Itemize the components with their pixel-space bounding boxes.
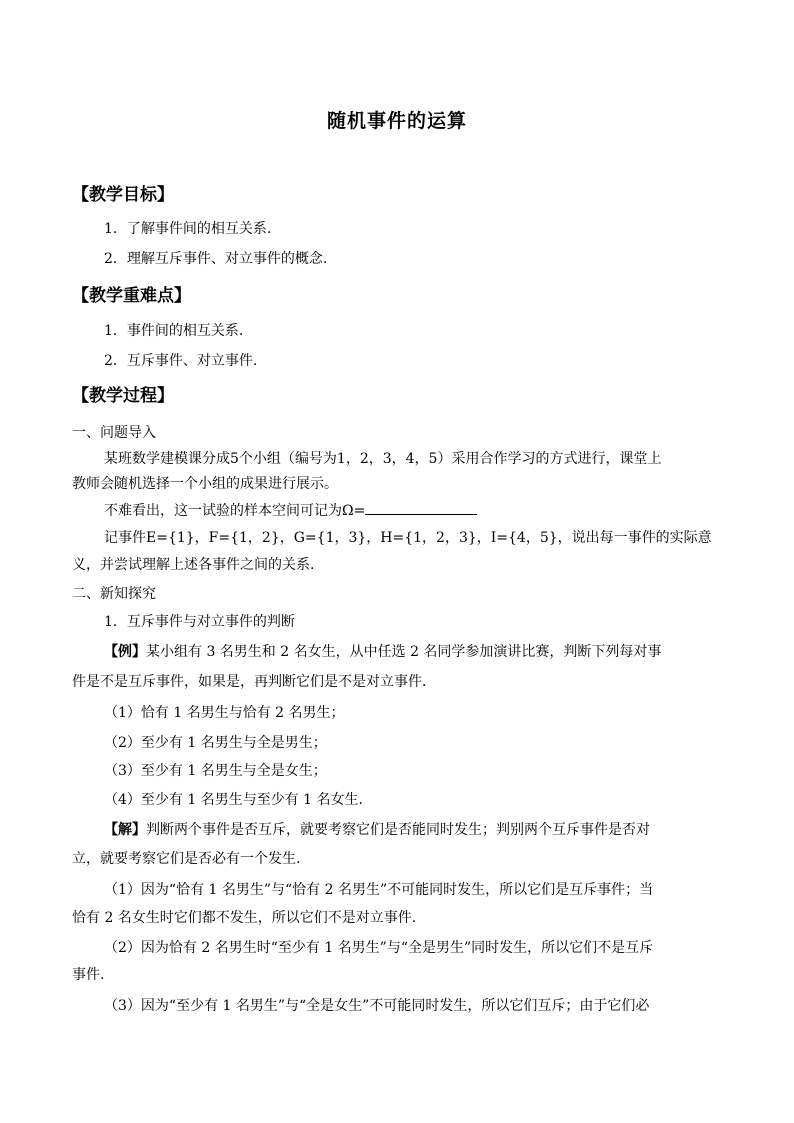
list-item: （4）至少有 1 名男生与至少有 1 名女生.	[104, 792, 363, 808]
paragraph-line: 教师会随机选择一个小组的成果进行展示。	[72, 476, 338, 492]
example-line	[104, 643, 661, 661]
paragraph-line: 记事件E={1}，F={1，2}，G={1，3}，H={1，2，3}，I={4，5}，说出每一事件的实际意	[104, 530, 712, 546]
keypoint-item: 2．互斥事件、对立事件.	[104, 353, 258, 369]
answer-line: （1）因为“恰有 1 名男生”与“恰有 2 名男生”不可能同时发生，所以它们是互斥事件；当	[104, 882, 654, 898]
fill-in-blank	[365, 501, 477, 515]
goal-item: 1．了解事件间的相互关系.	[104, 221, 272, 237]
example-text: 某小组有 3 名男生和 2 名女生，从中任选 2 名同学参加演讲比赛，判断下列每对事	[146, 644, 662, 660]
part-title: 一、问题导入	[72, 425, 156, 441]
section-heading-process: 【教学过程】	[72, 386, 174, 406]
section-heading-goals: 【教学目标】	[72, 185, 174, 205]
solution-tag: 【解】	[104, 822, 146, 838]
answer-line: 事件.	[72, 967, 105, 983]
example-tag: 【例】	[104, 644, 146, 660]
section-heading-keypoints: 【教学重难点】	[72, 286, 191, 306]
paragraph-line	[104, 501, 477, 520]
list-item: （2）至少有 1 名男生与全是男生；	[104, 735, 327, 751]
answer-line: （2）因为恰有 2 名男生时“至少有 1 名男生”与“全是男生”同时发生，所以它们不是互斥	[104, 940, 654, 956]
paragraph-line: 某班数学建模课分成5个小组（编号为1，2，3，4，5）采用合作学习的方式进行，课堂上	[104, 451, 662, 467]
page-title: 随机事件的运算	[326, 110, 467, 132]
paragraph-line: 义，并尝试理解上述各事件之间的关系.	[72, 557, 315, 573]
sample-space-text: 不难看出，这一试验的样本空间可记为Ω=	[104, 503, 366, 519]
solution-text: 判断两个事件是否互斥，就要考察它们是否能同时发生；判别两个互斥事件是否对	[146, 822, 650, 838]
answer-line: （3）因为“至少有 1 名男生”与“全是女生”不可能同时发生，所以它们互斥；由于它们必	[104, 998, 650, 1014]
answer-line: 恰有 2 名女生时它们都不发生，所以它们不是对立事件.	[72, 910, 417, 926]
solution-line: 立，就要考察它们是否必有一个发生.	[72, 851, 301, 867]
keypoint-item: 1．事件间的相互关系.	[104, 323, 244, 339]
part-title: 二、新知探究	[72, 586, 156, 602]
solution-line	[104, 821, 650, 839]
list-item: （3）至少有 1 名男生与全是女生；	[104, 763, 327, 779]
subsection-title: 1．互斥事件与对立事件的判断	[104, 614, 295, 630]
list-item: （1）恰有 1 名男生与恰有 2 名男生；	[104, 705, 345, 721]
example-line: 件是不是互斥事件，如果是，再判断它们是不是对立事件.	[72, 674, 427, 690]
goal-item: 2．理解互斥事件、对立事件的概念.	[104, 251, 328, 267]
